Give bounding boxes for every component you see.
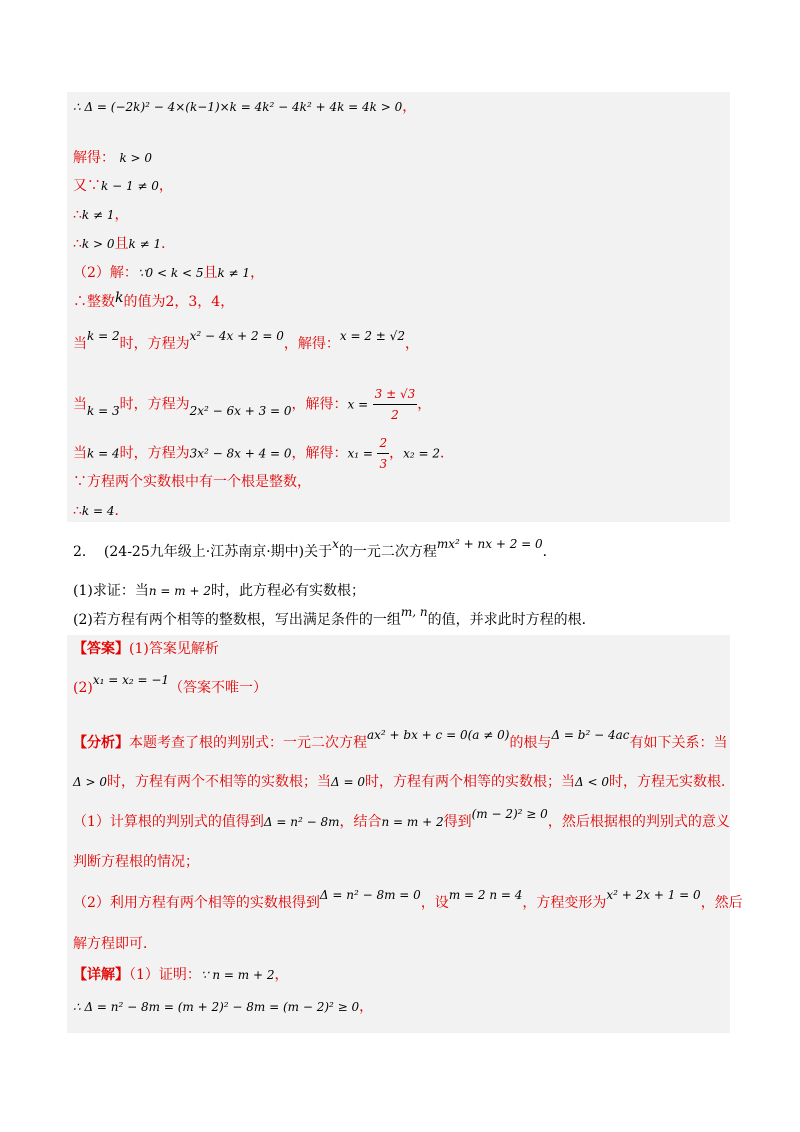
integer-values-line: ∴整数k的值为2，3，4， [73,290,235,310]
case-k2-line: 当k = 2时，方程为x² − 4x + 2 = 0，解得：x = 2 ± √2， [73,329,419,352]
analysis-line-3: （1）计算根的判别式的值得到Δ = n² − 8m，结合n = m + 2得到(m − 2)² ≥ 0，然后根据根的判别式的意义 [73,807,730,830]
answer-line-2: (2)x₁ = x₂ = −1（答案不唯一） [73,673,268,696]
question-2-sub1: (1)求证：当n = m + 2时，此方程必有实数根； [73,583,365,599]
analysis-line-1: 【分析】本题考查了根的判别式：一元二次方程ax² + bx + c = 0(a ≠ 0)的根与Δ = b² − 4ac有如下关系：当 [73,728,728,751]
analysis-line-5: （2）利用方程有两个相等的实数根得到Δ = n² − 8m = 0，设m = 2 n = 4，方程变形为x² + 2x + 1 = 0，然后 [73,888,743,911]
question-2-sub2: (2)若方程有两个相等的整数根，写出满足条件的一组m, n的值，并求此时方程的根． [73,605,596,628]
answer-line-1: 【答案】(1)答案见解析 [73,641,219,657]
case-k4-line: 当k = 4时，方程为3x² − 8x + 4 = 0，解得：x₁ = $\frac{2}{3}$ ，x₂ = 2． [73,433,454,474]
also-line: 又∵k − 1 ≠ 0， [73,178,173,194]
detail-line-2: ∴ Δ = n² − 8m = (m + 2)² − 8m = (m − 2)² ≥ 0， [73,999,374,1015]
fraction-case4: $\frac{2}{3}$ [377,433,389,474]
detail-line-1: 【详解】（1）证明：∵ n = m + 2， [73,967,289,983]
therefore-line-1: ∴k ≠ 1， [73,207,129,223]
case-k3-line: 当k = 3时，方程为2x² − 6x + 3 = 0，解得：x = $\frac{3 \pm √3}{2}$ ， [73,384,431,425]
fraction-case3: $\frac{3 \pm √3}{2}$ [373,384,418,425]
solve-line: 解得： k > 0 [73,150,153,166]
therefore-line-2: ∴k > 0且k ≠ 1． [73,236,176,252]
question-2-stem: 2． (24-25九年级上·江苏南京·期中)关于x的一元二次方程mx² + nx + 2 = 0． [73,537,557,560]
delta-line: ∴ Δ = (−2k)² − 4×(k−1)×k = 4k² − 4k² + 4k = 4k > 0， [73,99,417,115]
analysis-line-4: 判断方程根的情况； [73,854,199,870]
final-answer-line: ∴k = 4． [73,503,129,519]
because-line: ∵方程两个实数根中有一个根是整数， [73,474,311,490]
part2-solution-line: （2）解：∵0 < k < 5且k ≠ 1， [73,265,265,281]
analysis-line-6: 解方程即可． [73,936,157,952]
analysis-line-2: Δ > 0时，方程有两个不相等的实数根；当Δ = 0时，方程有两个相等的实数根；当Δ < 0时，方程无实数根． [73,774,735,790]
